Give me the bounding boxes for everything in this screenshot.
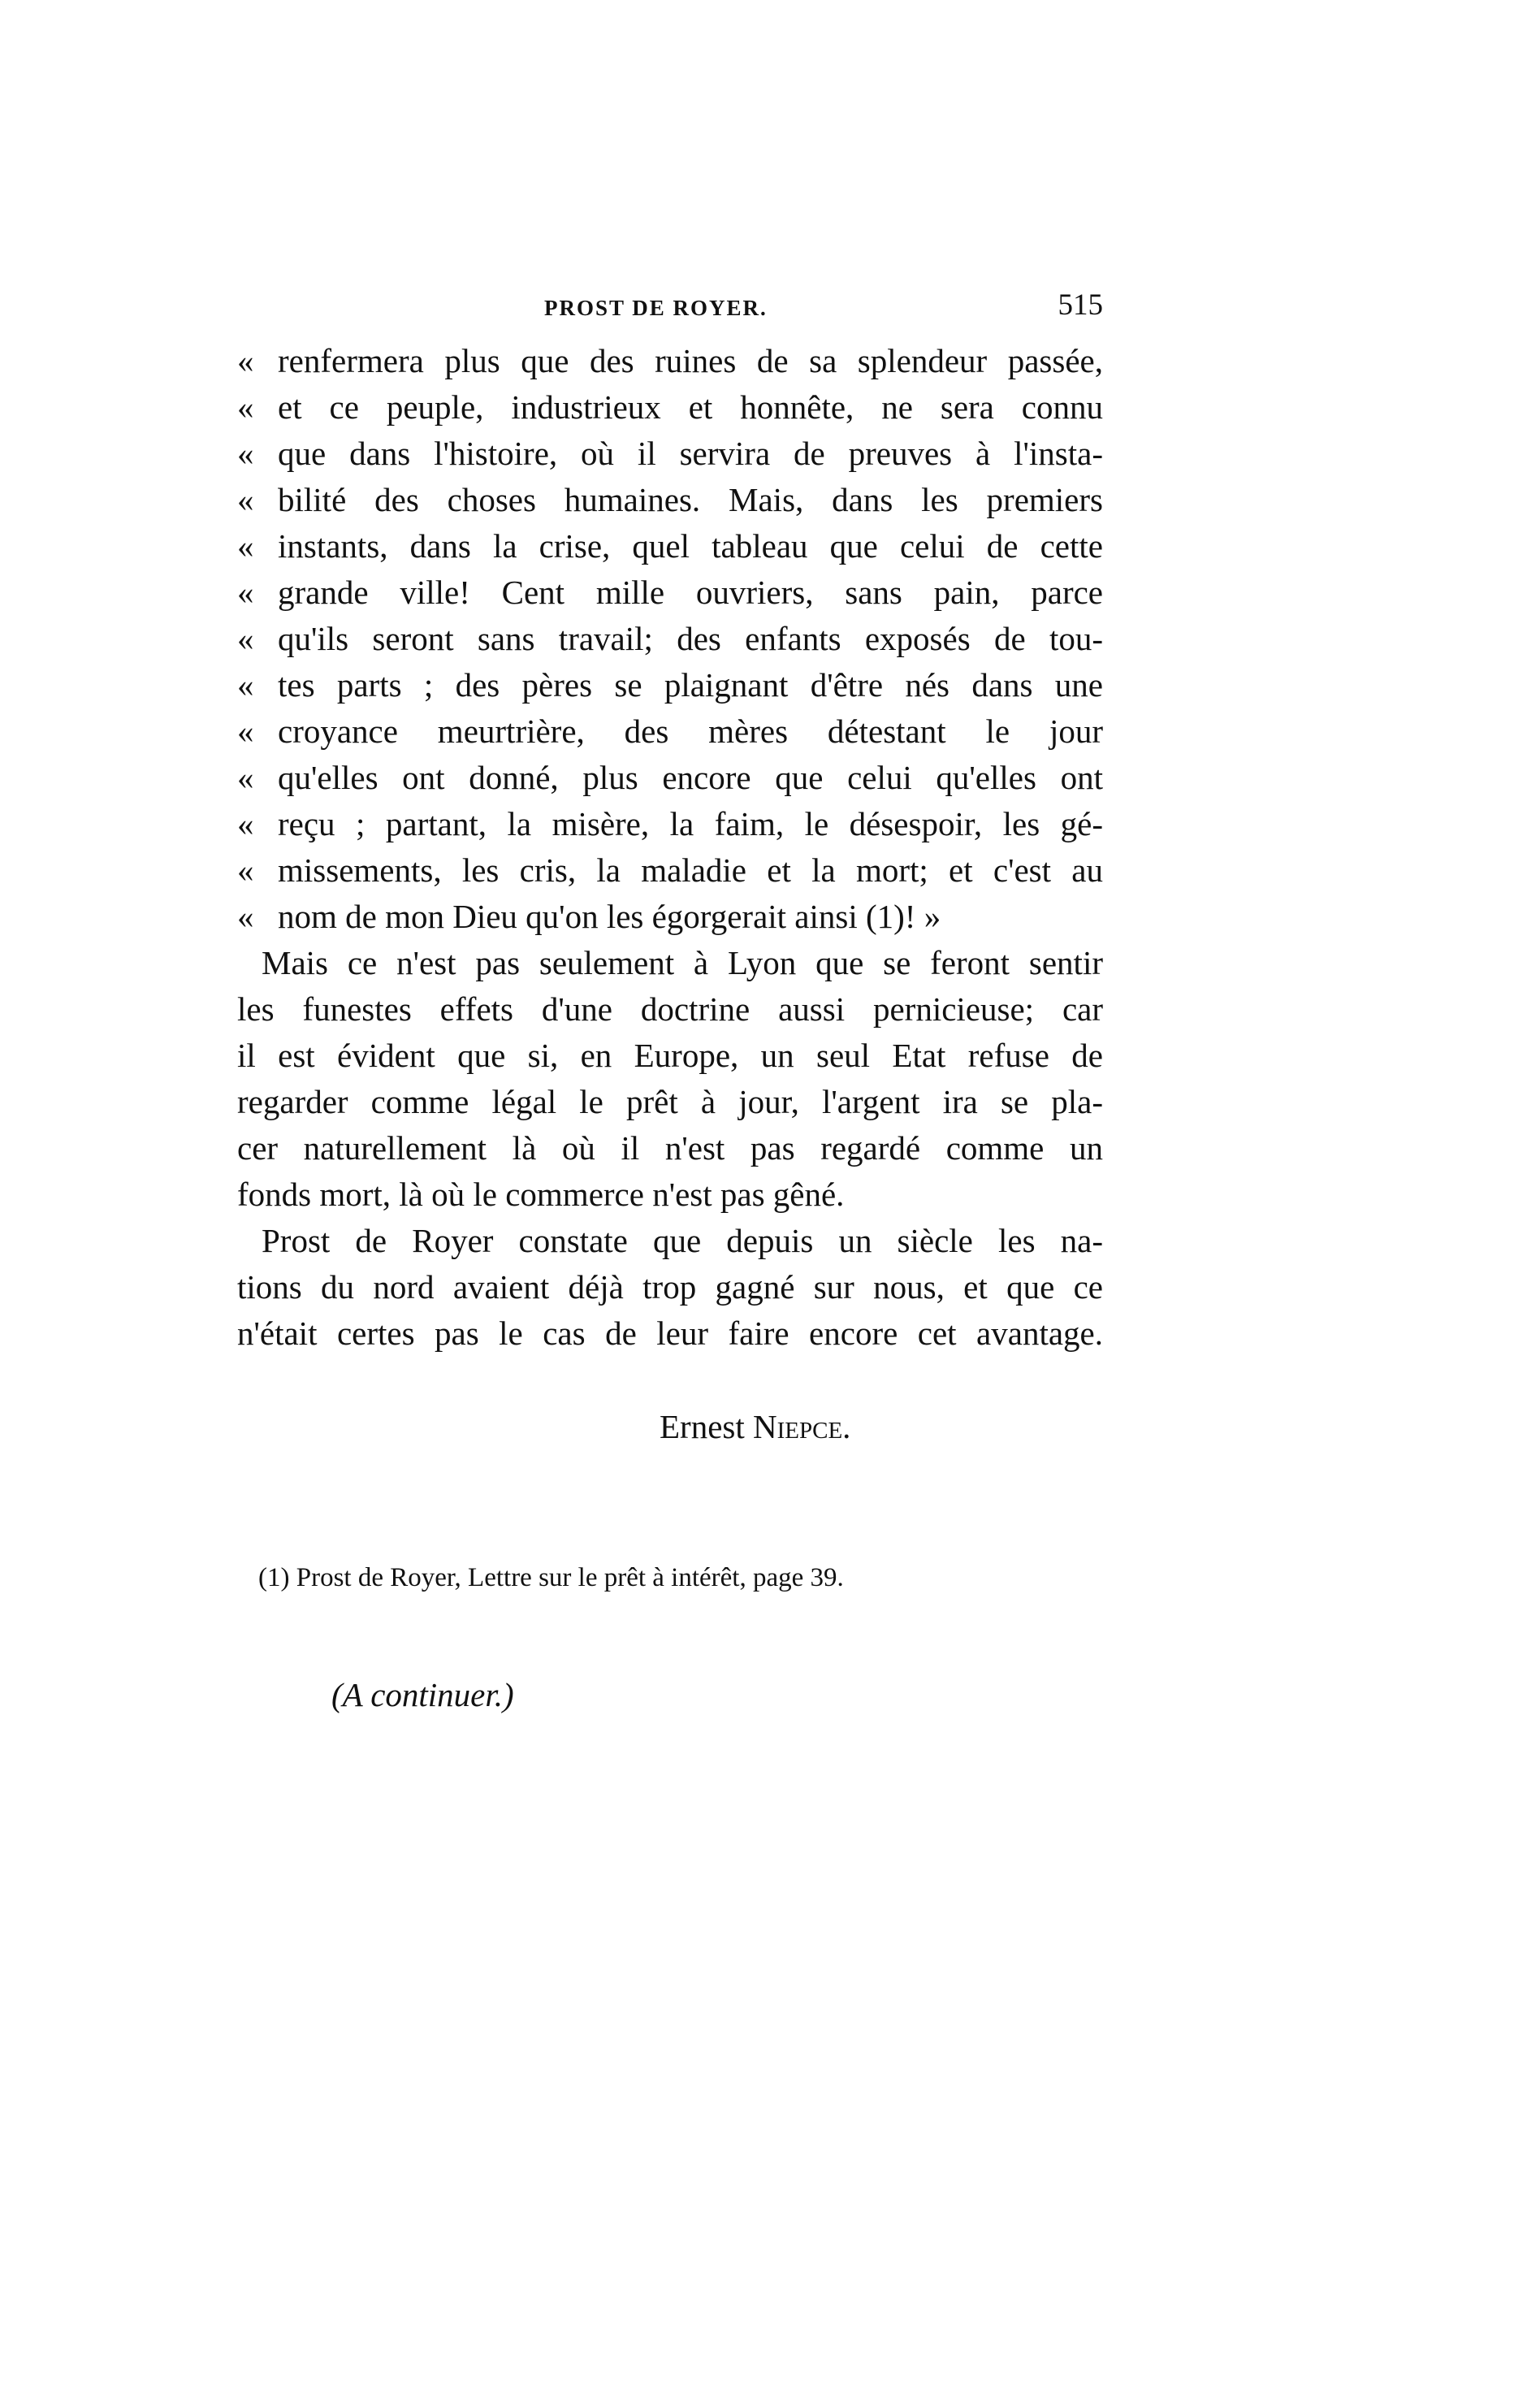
quote-mark: « xyxy=(237,342,254,379)
quote-mark: « xyxy=(237,805,254,842)
paragraph-line: les funestes effets d'une doctrine aussi pernicieuse; car xyxy=(237,990,1103,1028)
quote-text: qu'elles ont donné, plus encore que celui qu'elles ont xyxy=(278,759,1103,796)
quote-mark: « xyxy=(237,574,254,611)
paragraph-line: regarder comme légal le prêt à jour, l'argent ira se pla- xyxy=(237,1083,1103,1120)
quote-mark: « xyxy=(237,481,254,518)
paragraph-line: n'était certes pas le cas de leur faire encore cet avantage. xyxy=(237,1314,1103,1352)
paragraph-line: tions du nord avaient déjà trop gagné sur nous, et que ce xyxy=(237,1268,1103,1306)
author-first-name: Ernest xyxy=(660,1408,745,1445)
quote-text: que dans l'histoire, où il servira de preuves à l'insta- xyxy=(278,435,1103,472)
quote-text: bilité des choses humaines. Mais, dans les premiers xyxy=(278,481,1103,518)
quote-line xyxy=(237,894,1103,940)
quote-line xyxy=(237,847,1103,894)
paragraph-line: cer naturellement là où il n'est pas regardé comme un xyxy=(237,1129,1103,1167)
quote-line xyxy=(237,523,1103,570)
quote-line xyxy=(237,616,1103,662)
author-last-name: Niepce. xyxy=(753,1408,851,1445)
quote-text: qu'ils seront sans travail; des enfants exposés de tou- xyxy=(278,620,1103,657)
quote-text: instants, dans la crise, quel tableau que celui de cette xyxy=(278,527,1103,565)
quote-text: renfermera plus que des ruines de sa splendeur passée, xyxy=(278,342,1103,379)
paragraph-line: Prost de Royer constate que depuis un siècle les na- xyxy=(262,1222,1103,1259)
quote-mark: « xyxy=(237,898,254,935)
quote-mark: « xyxy=(237,851,254,889)
page-number: 515 xyxy=(1058,288,1103,322)
quote-line xyxy=(237,431,1103,477)
quote-mark: « xyxy=(237,620,254,657)
quote-line xyxy=(237,801,1103,847)
running-head xyxy=(237,283,1103,331)
quote-mark: « xyxy=(237,388,254,426)
running-title: PROST DE ROYER. xyxy=(544,296,768,320)
quote-line xyxy=(237,662,1103,708)
quote-mark: « xyxy=(237,527,254,565)
quote-line xyxy=(237,338,1103,384)
paragraph-line: il est évident que si, en Europe, un seul Etat refuse de xyxy=(237,1037,1103,1074)
quote-line xyxy=(237,755,1103,801)
continuation-note: (A continuer.) xyxy=(331,1676,514,1713)
quote-text: grande ville! Cent mille ouvriers, sans pain, parce xyxy=(278,574,1103,611)
body-text xyxy=(237,338,1103,1357)
quote-text: nom de mon Dieu qu'on les égorgerait ainsi (1)! » xyxy=(278,898,941,935)
quote-mark: « xyxy=(237,712,254,750)
quote-mark: « xyxy=(237,666,254,704)
quote-line xyxy=(237,570,1103,616)
quote-text: reçu ; partant, la misère, la faim, le désespoir, les gé- xyxy=(278,805,1103,842)
quote-text: et ce peuple, industrieux et honnête, ne sera connu xyxy=(278,388,1103,426)
quote-text: missements, les cris, la maladie et la mort; et c'est au xyxy=(278,851,1103,889)
quote-line xyxy=(237,384,1103,431)
quote-mark: « xyxy=(237,435,254,472)
paragraph-line: fonds mort, là où le commerce n'est pas gêné. xyxy=(237,1176,845,1213)
paragraph-line: Mais ce n'est pas seulement à Lyon que se feront sentir xyxy=(262,944,1103,981)
quote-mark: « xyxy=(237,759,254,796)
quote-text: croyance meurtrière, des mères détestant le jour xyxy=(278,712,1103,750)
author-signature xyxy=(660,1407,850,1446)
footnote: (1) Prost de Royer, Lettre sur le prêt à intérêt, page 39. xyxy=(258,1563,844,1592)
quote-line xyxy=(237,708,1103,755)
quote-line xyxy=(237,477,1103,523)
quote-text: tes parts ; des pères se plaignant d'être nés dans une xyxy=(278,666,1103,704)
